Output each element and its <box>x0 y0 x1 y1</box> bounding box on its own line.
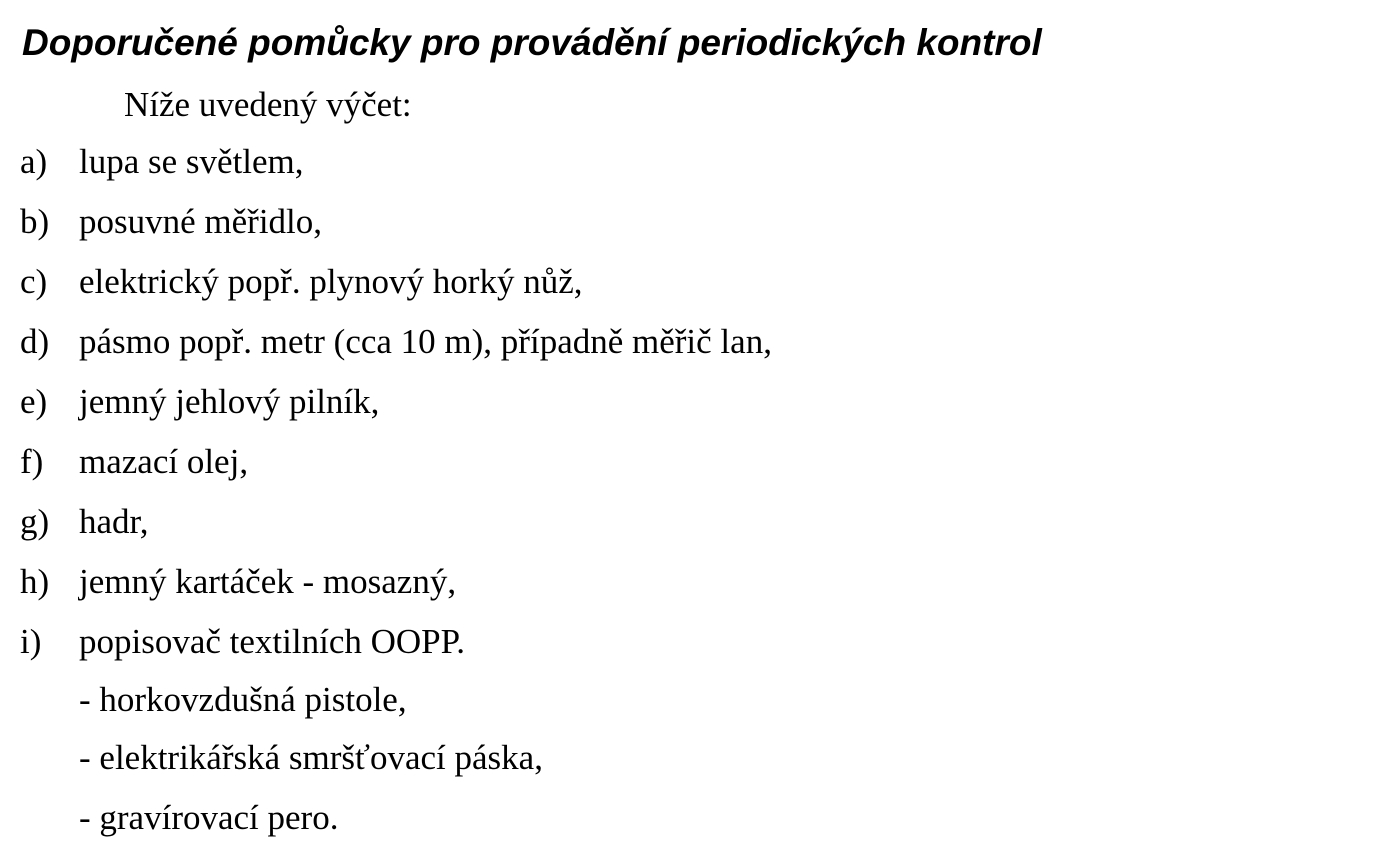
intro-text: Níže uvedený výčet: <box>124 85 412 124</box>
extra-item-text: - horkovzdušná pistole, <box>79 680 407 719</box>
list-marker: a) <box>20 142 48 181</box>
list-marker: d) <box>20 322 50 361</box>
list-marker: b) <box>20 202 50 241</box>
extra-item-text: - gravírovací pero. <box>79 798 339 837</box>
list-item-text: mazací olej, <box>79 442 249 481</box>
list-item-text: elektrický popř. plynový horký nůž, <box>79 262 583 301</box>
list-item-text: posuvné měřidlo, <box>79 202 323 241</box>
list-marker: c) <box>20 262 48 301</box>
list-marker: g) <box>20 502 50 541</box>
extra-item-text: - elektrikářská smršťovací páska, <box>79 738 543 777</box>
list-item-text: hadr, <box>79 502 149 541</box>
list-marker: h) <box>20 562 50 601</box>
list-marker: e) <box>20 382 48 421</box>
list-item-text: jemný kartáček - mosazný, <box>79 562 457 601</box>
list-item-text: pásmo popř. metr (cca 10 m), případně měřič lan, <box>79 322 772 361</box>
list-item-text: jemný jehlový pilník, <box>79 382 380 421</box>
document-title: Doporučené pomůcky pro provádění periodických kontrol <box>22 22 1042 63</box>
list-item-text: lupa se světlem, <box>79 142 304 181</box>
list-marker: i) <box>20 622 42 661</box>
list-marker: f) <box>20 442 44 481</box>
list-item-text: popisovač textilních OOPP. <box>79 622 465 661</box>
